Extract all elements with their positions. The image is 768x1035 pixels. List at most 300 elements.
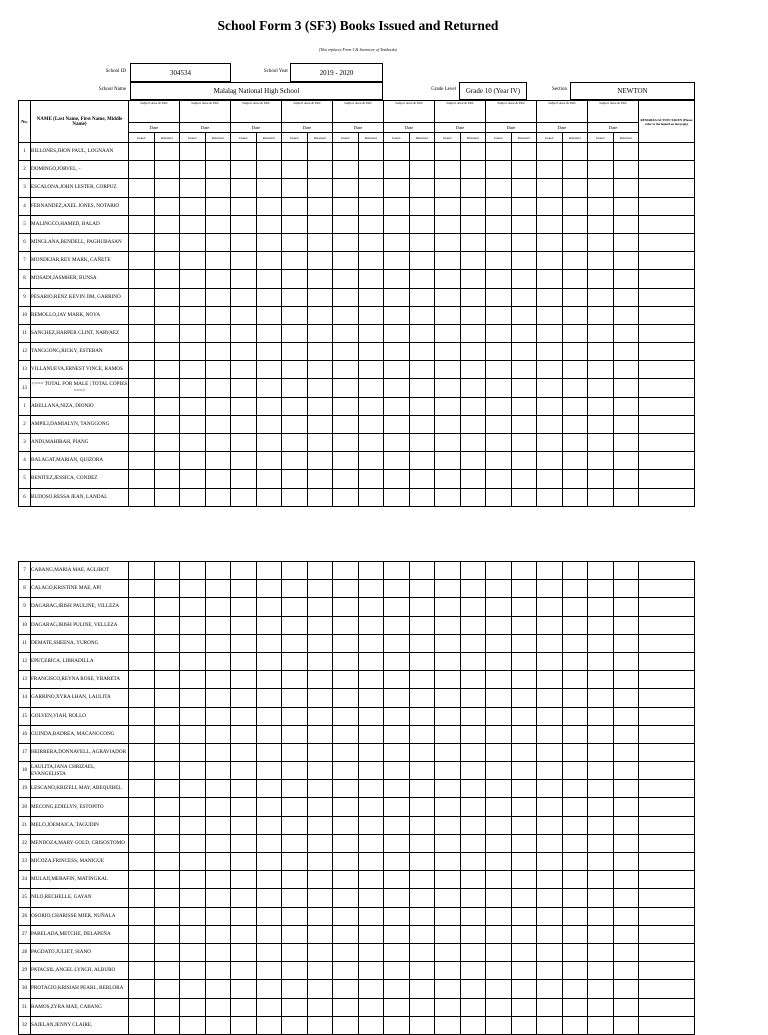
returned-cell[interactable] [613, 598, 639, 616]
issued-cell[interactable] [333, 689, 359, 707]
remarks-cell[interactable] [639, 925, 695, 943]
issued-cell[interactable] [231, 907, 257, 925]
issued-cell[interactable] [486, 816, 512, 834]
returned-cell[interactable] [154, 379, 180, 397]
returned-cell[interactable] [460, 580, 486, 598]
issued-cell[interactable] [435, 324, 461, 342]
issued-cell[interactable] [384, 943, 410, 961]
issued-cell[interactable] [435, 907, 461, 925]
issued-cell[interactable] [282, 288, 308, 306]
returned-cell[interactable] [307, 361, 333, 379]
issued-cell[interactable] [180, 470, 206, 488]
returned-cell[interactable] [511, 580, 537, 598]
issued-cell[interactable] [435, 598, 461, 616]
issued-cell[interactable] [231, 780, 257, 798]
returned-cell[interactable] [613, 1016, 639, 1034]
returned-cell[interactable] [358, 762, 384, 780]
returned-cell[interactable] [511, 215, 537, 233]
returned-cell[interactable] [562, 943, 588, 961]
returned-cell[interactable] [613, 998, 639, 1016]
issued-cell[interactable] [231, 324, 257, 342]
issued-cell[interactable] [282, 434, 308, 452]
returned-cell[interactable] [205, 853, 231, 871]
issued-cell[interactable] [129, 179, 155, 197]
returned-cell[interactable] [205, 197, 231, 215]
issued-cell[interactable] [486, 634, 512, 652]
issued-cell[interactable] [180, 925, 206, 943]
returned-cell[interactable] [154, 470, 180, 488]
issued-cell[interactable] [231, 634, 257, 652]
returned-cell[interactable] [154, 962, 180, 980]
returned-cell[interactable] [562, 616, 588, 634]
returned-cell[interactable] [409, 197, 435, 215]
issued-cell[interactable] [180, 361, 206, 379]
issued-cell[interactable] [537, 197, 563, 215]
remarks-cell[interactable] [639, 452, 695, 470]
issued-cell[interactable] [537, 379, 563, 397]
issued-cell[interactable] [486, 434, 512, 452]
issued-cell[interactable] [180, 379, 206, 397]
returned-cell[interactable] [562, 907, 588, 925]
returned-cell[interactable] [409, 343, 435, 361]
returned-cell[interactable] [256, 834, 282, 852]
returned-cell[interactable] [307, 743, 333, 761]
issued-cell[interactable] [180, 780, 206, 798]
returned-cell[interactable] [613, 725, 639, 743]
issued-cell[interactable] [333, 580, 359, 598]
issued-cell[interactable] [588, 798, 614, 816]
returned-cell[interactable] [562, 397, 588, 415]
returned-cell[interactable] [358, 562, 384, 580]
issued-cell[interactable] [588, 580, 614, 598]
returned-cell[interactable] [460, 143, 486, 161]
returned-cell[interactable] [409, 270, 435, 288]
issued-cell[interactable] [435, 834, 461, 852]
issued-cell[interactable] [537, 671, 563, 689]
issued-cell[interactable] [486, 306, 512, 324]
issued-cell[interactable] [129, 470, 155, 488]
issued-cell[interactable] [588, 598, 614, 616]
returned-cell[interactable] [154, 816, 180, 834]
returned-cell[interactable] [511, 343, 537, 361]
issued-cell[interactable] [537, 452, 563, 470]
returned-cell[interactable] [256, 270, 282, 288]
issued-cell[interactable] [282, 962, 308, 980]
issued-cell[interactable] [588, 434, 614, 452]
issued-cell[interactable] [588, 743, 614, 761]
returned-cell[interactable] [562, 379, 588, 397]
returned-cell[interactable] [154, 306, 180, 324]
issued-cell[interactable] [537, 306, 563, 324]
returned-cell[interactable] [562, 816, 588, 834]
returned-cell[interactable] [511, 470, 537, 488]
returned-cell[interactable] [460, 598, 486, 616]
issued-cell[interactable] [486, 452, 512, 470]
returned-cell[interactable] [409, 762, 435, 780]
returned-cell[interactable] [307, 652, 333, 670]
returned-cell[interactable] [256, 889, 282, 907]
issued-cell[interactable] [180, 943, 206, 961]
issued-cell[interactable] [282, 379, 308, 397]
issued-cell[interactable] [435, 634, 461, 652]
issued-cell[interactable] [129, 1016, 155, 1034]
issued-cell[interactable] [129, 980, 155, 998]
returned-cell[interactable] [154, 652, 180, 670]
returned-cell[interactable] [409, 616, 435, 634]
issued-cell[interactable] [384, 689, 410, 707]
returned-cell[interactable] [460, 889, 486, 907]
header-subject-area[interactable]: Subject Area & Title [231, 101, 282, 123]
returned-cell[interactable] [154, 252, 180, 270]
returned-cell[interactable] [409, 580, 435, 598]
issued-cell[interactable] [588, 980, 614, 998]
issued-cell[interactable] [537, 652, 563, 670]
remarks-cell[interactable] [639, 725, 695, 743]
returned-cell[interactable] [562, 270, 588, 288]
issued-cell[interactable] [486, 980, 512, 998]
returned-cell[interactable] [613, 925, 639, 943]
returned-cell[interactable] [511, 161, 537, 179]
issued-cell[interactable] [384, 397, 410, 415]
issued-cell[interactable] [588, 853, 614, 871]
returned-cell[interactable] [256, 634, 282, 652]
issued-cell[interactable] [333, 980, 359, 998]
returned-cell[interactable] [307, 580, 333, 598]
issued-cell[interactable] [435, 580, 461, 598]
issued-cell[interactable] [537, 179, 563, 197]
issued-cell[interactable] [384, 270, 410, 288]
returned-cell[interactable] [460, 1016, 486, 1034]
returned-cell[interactable] [256, 452, 282, 470]
issued-cell[interactable] [435, 780, 461, 798]
issued-cell[interactable] [384, 980, 410, 998]
issued-cell[interactable] [435, 853, 461, 871]
issued-cell[interactable] [486, 379, 512, 397]
returned-cell[interactable] [307, 197, 333, 215]
returned-cell[interactable] [205, 598, 231, 616]
returned-cell[interactable] [409, 215, 435, 233]
issued-cell[interactable] [282, 179, 308, 197]
returned-cell[interactable] [205, 324, 231, 342]
issued-cell[interactable] [588, 252, 614, 270]
issued-cell[interactable] [486, 488, 512, 506]
returned-cell[interactable] [511, 1016, 537, 1034]
issued-cell[interactable] [384, 816, 410, 834]
returned-cell[interactable] [460, 671, 486, 689]
issued-cell[interactable] [282, 925, 308, 943]
issued-cell[interactable] [129, 324, 155, 342]
returned-cell[interactable] [358, 270, 384, 288]
issued-cell[interactable] [333, 324, 359, 342]
issued-cell[interactable] [537, 707, 563, 725]
issued-cell[interactable] [180, 798, 206, 816]
issued-cell[interactable] [435, 925, 461, 943]
returned-cell[interactable] [460, 816, 486, 834]
issued-cell[interactable] [333, 270, 359, 288]
remarks-cell[interactable] [639, 980, 695, 998]
returned-cell[interactable] [358, 616, 384, 634]
returned-cell[interactable] [205, 925, 231, 943]
issued-cell[interactable] [231, 743, 257, 761]
returned-cell[interactable] [613, 143, 639, 161]
issued-cell[interactable] [333, 598, 359, 616]
returned-cell[interactable] [562, 689, 588, 707]
remarks-cell[interactable] [639, 488, 695, 506]
issued-cell[interactable] [231, 816, 257, 834]
issued-cell[interactable] [537, 907, 563, 925]
returned-cell[interactable] [562, 161, 588, 179]
issued-cell[interactable] [537, 980, 563, 998]
issued-cell[interactable] [537, 634, 563, 652]
remarks-cell[interactable] [639, 470, 695, 488]
returned-cell[interactable] [205, 943, 231, 961]
returned-cell[interactable] [562, 998, 588, 1016]
issued-cell[interactable] [231, 488, 257, 506]
returned-cell[interactable] [205, 1016, 231, 1034]
issued-cell[interactable] [435, 871, 461, 889]
issued-cell[interactable] [486, 707, 512, 725]
returned-cell[interactable] [613, 270, 639, 288]
issued-cell[interactable] [231, 343, 257, 361]
returned-cell[interactable] [511, 270, 537, 288]
issued-cell[interactable] [333, 616, 359, 634]
issued-cell[interactable] [486, 780, 512, 798]
returned-cell[interactable] [154, 562, 180, 580]
issued-cell[interactable] [588, 562, 614, 580]
issued-cell[interactable] [282, 780, 308, 798]
issued-cell[interactable] [537, 725, 563, 743]
returned-cell[interactable] [613, 161, 639, 179]
issued-cell[interactable] [384, 871, 410, 889]
returned-cell[interactable] [256, 707, 282, 725]
returned-cell[interactable] [154, 889, 180, 907]
issued-cell[interactable] [282, 853, 308, 871]
returned-cell[interactable] [256, 762, 282, 780]
returned-cell[interactable] [154, 288, 180, 306]
header-subject-area[interactable]: Subject Area & Title [588, 101, 639, 123]
returned-cell[interactable] [613, 689, 639, 707]
issued-cell[interactable] [129, 907, 155, 925]
header-date[interactable]: Date [384, 123, 435, 133]
issued-cell[interactable] [129, 488, 155, 506]
returned-cell[interactable] [256, 907, 282, 925]
returned-cell[interactable] [256, 816, 282, 834]
issued-cell[interactable] [282, 598, 308, 616]
remarks-cell[interactable] [639, 634, 695, 652]
issued-cell[interactable] [333, 762, 359, 780]
issued-cell[interactable] [486, 415, 512, 433]
returned-cell[interactable] [562, 415, 588, 433]
returned-cell[interactable] [409, 415, 435, 433]
returned-cell[interactable] [460, 871, 486, 889]
returned-cell[interactable] [358, 671, 384, 689]
returned-cell[interactable] [511, 762, 537, 780]
returned-cell[interactable] [205, 580, 231, 598]
returned-cell[interactable] [562, 598, 588, 616]
remarks-cell[interactable] [639, 853, 695, 871]
issued-cell[interactable] [333, 306, 359, 324]
issued-cell[interactable] [537, 143, 563, 161]
returned-cell[interactable] [511, 288, 537, 306]
returned-cell[interactable] [256, 925, 282, 943]
issued-cell[interactable] [537, 962, 563, 980]
issued-cell[interactable] [231, 889, 257, 907]
returned-cell[interactable] [307, 780, 333, 798]
issued-cell[interactable] [333, 871, 359, 889]
issued-cell[interactable] [384, 907, 410, 925]
issued-cell[interactable] [333, 361, 359, 379]
header-date[interactable]: Date [180, 123, 231, 133]
issued-cell[interactable] [282, 889, 308, 907]
returned-cell[interactable] [358, 1016, 384, 1034]
issued-cell[interactable] [282, 252, 308, 270]
issued-cell[interactable] [333, 816, 359, 834]
returned-cell[interactable] [256, 161, 282, 179]
returned-cell[interactable] [205, 962, 231, 980]
issued-cell[interactable] [231, 762, 257, 780]
returned-cell[interactable] [511, 798, 537, 816]
issued-cell[interactable] [537, 616, 563, 634]
remarks-cell[interactable] [639, 871, 695, 889]
issued-cell[interactable] [588, 889, 614, 907]
returned-cell[interactable] [358, 798, 384, 816]
issued-cell[interactable] [129, 215, 155, 233]
issued-cell[interactable] [435, 562, 461, 580]
returned-cell[interactable] [256, 1016, 282, 1034]
issued-cell[interactable] [180, 834, 206, 852]
issued-cell[interactable] [231, 1016, 257, 1034]
issued-cell[interactable] [129, 143, 155, 161]
issued-cell[interactable] [129, 415, 155, 433]
issued-cell[interactable] [486, 361, 512, 379]
returned-cell[interactable] [562, 215, 588, 233]
issued-cell[interactable] [180, 689, 206, 707]
issued-cell[interactable] [180, 962, 206, 980]
issued-cell[interactable] [435, 980, 461, 998]
returned-cell[interactable] [256, 415, 282, 433]
issued-cell[interactable] [180, 762, 206, 780]
returned-cell[interactable] [205, 252, 231, 270]
issued-cell[interactable] [537, 762, 563, 780]
issued-cell[interactable] [384, 1016, 410, 1034]
issued-cell[interactable] [588, 288, 614, 306]
returned-cell[interactable] [409, 434, 435, 452]
returned-cell[interactable] [409, 470, 435, 488]
issued-cell[interactable] [588, 943, 614, 961]
returned-cell[interactable] [256, 306, 282, 324]
issued-cell[interactable] [129, 252, 155, 270]
issued-cell[interactable] [537, 780, 563, 798]
returned-cell[interactable] [409, 834, 435, 852]
returned-cell[interactable] [562, 671, 588, 689]
issued-cell[interactable] [486, 725, 512, 743]
returned-cell[interactable] [205, 780, 231, 798]
returned-cell[interactable] [358, 725, 384, 743]
issued-cell[interactable] [180, 270, 206, 288]
issued-cell[interactable] [384, 215, 410, 233]
remarks-cell[interactable] [639, 834, 695, 852]
issued-cell[interactable] [435, 415, 461, 433]
issued-cell[interactable] [486, 270, 512, 288]
issued-cell[interactable] [180, 1016, 206, 1034]
issued-cell[interactable] [384, 452, 410, 470]
issued-cell[interactable] [333, 288, 359, 306]
returned-cell[interactable] [511, 598, 537, 616]
issued-cell[interactable] [384, 580, 410, 598]
returned-cell[interactable] [205, 470, 231, 488]
issued-cell[interactable] [486, 252, 512, 270]
returned-cell[interactable] [409, 233, 435, 251]
returned-cell[interactable] [613, 889, 639, 907]
returned-cell[interactable] [154, 907, 180, 925]
returned-cell[interactable] [154, 689, 180, 707]
returned-cell[interactable] [613, 197, 639, 215]
returned-cell[interactable] [205, 215, 231, 233]
issued-cell[interactable] [333, 889, 359, 907]
issued-cell[interactable] [537, 488, 563, 506]
issued-cell[interactable] [588, 962, 614, 980]
remarks-cell[interactable] [639, 306, 695, 324]
issued-cell[interactable] [231, 616, 257, 634]
returned-cell[interactable] [256, 562, 282, 580]
returned-cell[interactable] [613, 233, 639, 251]
returned-cell[interactable] [205, 980, 231, 998]
issued-cell[interactable] [129, 288, 155, 306]
returned-cell[interactable] [511, 816, 537, 834]
issued-cell[interactable] [282, 671, 308, 689]
returned-cell[interactable] [358, 925, 384, 943]
returned-cell[interactable] [613, 343, 639, 361]
remarks-cell[interactable] [639, 671, 695, 689]
returned-cell[interactable] [358, 853, 384, 871]
returned-cell[interactable] [409, 652, 435, 670]
issued-cell[interactable] [537, 470, 563, 488]
returned-cell[interactable] [409, 252, 435, 270]
returned-cell[interactable] [154, 488, 180, 506]
issued-cell[interactable] [129, 762, 155, 780]
issued-cell[interactable] [486, 161, 512, 179]
returned-cell[interactable] [511, 707, 537, 725]
issued-cell[interactable] [435, 397, 461, 415]
returned-cell[interactable] [307, 671, 333, 689]
returned-cell[interactable] [307, 143, 333, 161]
issued-cell[interactable] [384, 925, 410, 943]
issued-cell[interactable] [384, 562, 410, 580]
issued-cell[interactable] [231, 853, 257, 871]
issued-cell[interactable] [129, 197, 155, 215]
issued-cell[interactable] [129, 743, 155, 761]
issued-cell[interactable] [588, 634, 614, 652]
issued-cell[interactable] [231, 925, 257, 943]
remarks-cell[interactable] [639, 415, 695, 433]
school-name-field[interactable]: Malalag National High School [130, 82, 383, 100]
returned-cell[interactable] [358, 415, 384, 433]
issued-cell[interactable] [384, 324, 410, 342]
issued-cell[interactable] [588, 161, 614, 179]
returned-cell[interactable] [409, 798, 435, 816]
returned-cell[interactable] [358, 197, 384, 215]
issued-cell[interactable] [384, 652, 410, 670]
returned-cell[interactable] [256, 671, 282, 689]
issued-cell[interactable] [282, 762, 308, 780]
issued-cell[interactable] [486, 798, 512, 816]
returned-cell[interactable] [511, 743, 537, 761]
issued-cell[interactable] [231, 943, 257, 961]
returned-cell[interactable] [409, 871, 435, 889]
returned-cell[interactable] [358, 943, 384, 961]
returned-cell[interactable] [613, 853, 639, 871]
returned-cell[interactable] [409, 889, 435, 907]
